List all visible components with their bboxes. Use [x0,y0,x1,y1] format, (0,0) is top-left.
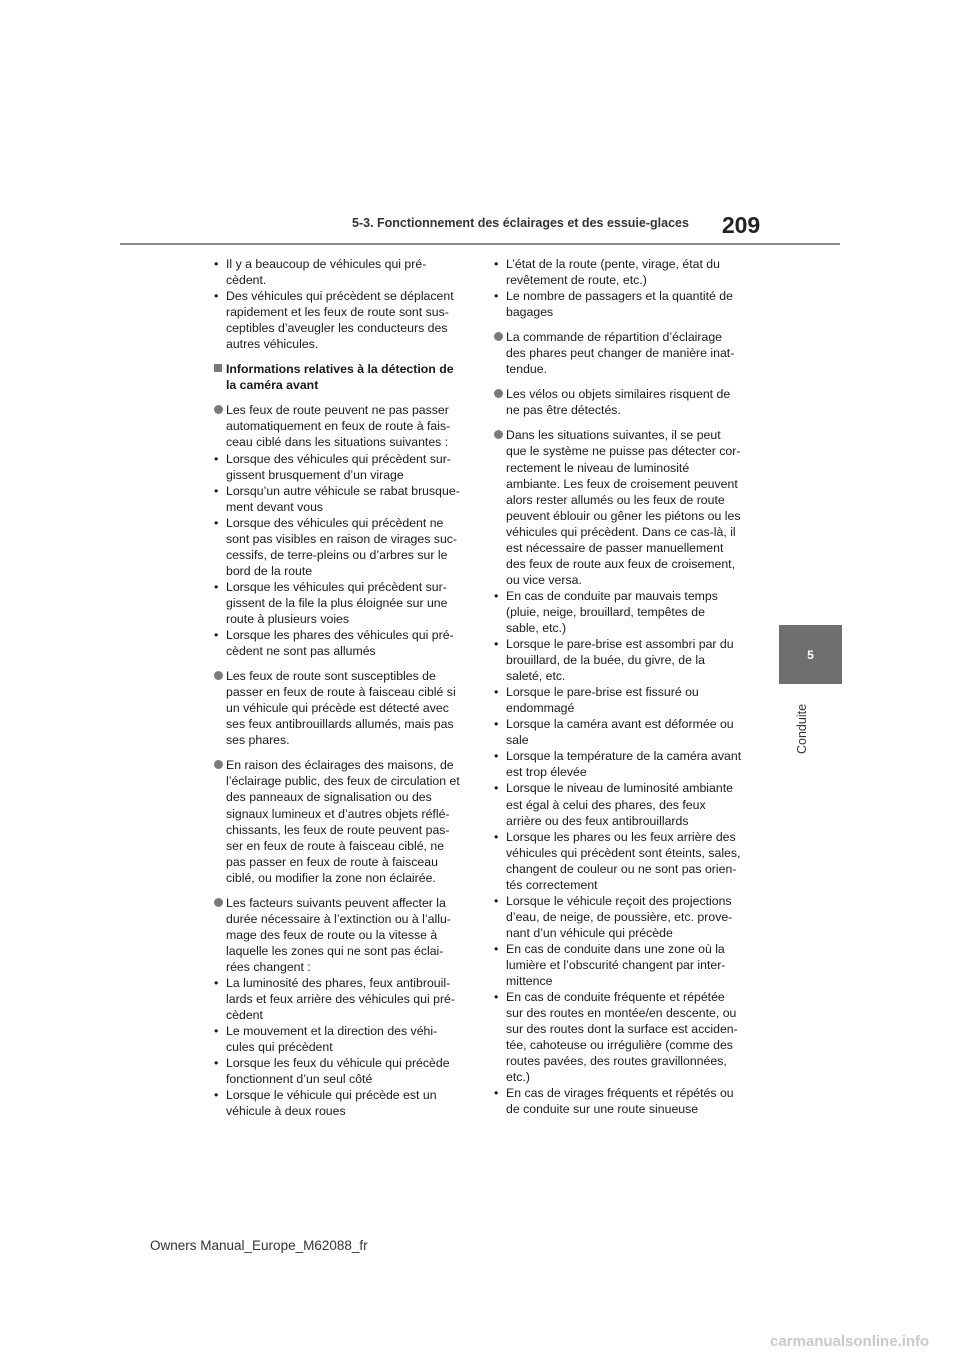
bullet-text: Lorsque la caméra avant est déformée ou sale [506,717,734,748]
circle-bullet-icon [214,898,223,907]
page-number: 209 [721,212,761,238]
bullet-dot-icon: • [494,990,499,1005]
left-items [214,402,466,1119]
circle-bullet-item [494,386,746,418]
bullet-dot-icon: • [214,289,219,304]
bullet-text: Lorsque des véhicules qui précèdent sur- gissent brusquement d’un virage [226,451,451,482]
bullet-text: Lorsque les véhicules qui précèdent sur- gissent de la file la plus éloignée sur une route à plusieurs voies [226,579,448,626]
bullet-text: Lorsque la température de la caméra avant est trop élevée [506,749,742,780]
circle-bullet-text: Les feux de route sont susceptibles de passer en feux de route à faisceau ciblé si un véhicule qui précède est détecté avec ses feux antibrouillards allumés, mais pas ses phares. [226,669,456,748]
bullet-item [494,288,746,320]
bullet-dot-icon: • [214,483,219,498]
bullet-dot-icon: • [214,1056,219,1071]
circle-bullet-item [214,668,466,748]
section-heading-text: Informations relatives à la détection de la caméra avant [226,362,454,393]
bullet-text: Lorsque le pare-brise est assombri par du brouillard, de la buée, du givre, de la saleté, etc. [506,637,734,684]
bullet-dot-icon: • [494,257,499,271]
circle-bullet-item [214,895,466,975]
circle-bullet-text: Les feux de route peuvent ne pas passer automatiquement en feux de route à fais- ceau ciblé dans les situations suivantes : [226,403,451,450]
chapter-label: Conduite [795,703,809,755]
bullet-dot-icon: • [494,893,499,908]
bullet-item [494,989,746,1085]
left-column [214,256,466,1119]
bullet-text: Lorsqu’un autre véhicule se rabat brusque- ment devant vous [226,483,460,514]
bullet-text: Des véhicules qui précèdent se déplacent rapidement et les feux de route sont sus- ceptibles d’aveugler les conducteurs des autres véhicules. [226,289,454,352]
bullet-item [494,256,746,288]
bullet-item [494,893,746,941]
bullet-text: Il y a beaucoup de véhicules qui pré- cèdent. [226,257,427,288]
bullet-item [214,483,466,515]
circle-bullet-item [214,402,466,450]
bullet-dot-icon: • [494,588,499,603]
bullet-text: L’état de la route (pente, virage, état du revêtement de route, etc.) [506,257,720,288]
bullet-text: Lorsque les phares ou les feux arrière des véhicules qui précèdent sont éteints, sales, changent de couleur ou ne sont pas orien- tés correctement [506,829,741,892]
bullet-item [494,588,746,636]
right-items [494,329,746,1117]
bullet-text: Le mouvement et la direction des véhi- cules qui précèdent [226,1024,438,1055]
bullet-item [494,716,746,748]
bullet-dot-icon: • [214,515,219,530]
bullet-item [494,636,746,684]
bullet-item [214,975,466,1023]
circle-bullet-icon [214,760,223,769]
bullet-dot-icon: • [214,579,219,594]
bullet-text: Le nombre de passagers et la quantité de bagages [506,289,733,320]
bullet-dot-icon: • [494,685,499,700]
bullet-item [214,515,466,579]
bullet-item [214,1055,466,1087]
bullet-item [494,748,746,780]
circle-bullet-text: Les facteurs suivants peuvent affecter la durée nécessaire à l’extinction ou à l’allu- mage des feux de route ou la vitesse à laquelle les zones qui ne sont pas éclai- rées changent : [226,895,451,974]
circle-bullet-text: Les vélos ou objets similaires risquent de ne pas être détectés. [506,387,731,418]
bullet-text: Lorsque le véhicule reçoit des projections d’eau, de neige, de poussière, etc. prove- nant d’un véhicule qui précède [506,893,733,940]
right-column [494,256,746,1117]
circle-bullet-icon [214,405,223,414]
circle-bullet-item [494,329,746,377]
bullet-text: Lorsque les phares des véhicules qui pré- cèdent ne sont pas allumés [226,628,454,659]
bullet-text: Lorsque le niveau de luminosité ambiante est égal à celui des phares, des feux arrière ou des feux antibrouillards [506,781,733,828]
bullet-dot-icon: • [214,257,219,271]
bullet-dot-icon: • [214,628,219,643]
bullet-text: Lorsque le pare-brise est fissuré ou endommagé [506,685,699,716]
bullet-item [494,941,746,989]
bullet-dot-icon: • [214,1024,219,1039]
bullet-dot-icon: • [214,975,219,990]
bullet-dot-icon: • [494,749,499,764]
bullet-text: Lorsque le véhicule qui précède est un véhicule à deux roues [226,1088,437,1119]
bullet-text: En cas de conduite fréquente et répétée sur des routes en montée/en descente, ou sur des routes dont la surface est acciden- tée, cahoteuse ou irrégulière (comme des routes pavées, des routes gravillonnées, etc.) [506,990,738,1085]
bullet-dot-icon: • [494,1086,499,1101]
bullet-dot-icon: • [494,637,499,652]
bullet-dot-icon: • [494,829,499,844]
bullet-dot-icon: • [494,289,499,304]
circle-bullet-icon [494,430,503,439]
bullet-item [214,1087,466,1119]
left-intro-bullets [214,256,466,352]
bullet-dot-icon: • [214,1088,219,1103]
bullet-item [214,579,466,627]
watermark: carmanualsonline.info [770,1333,930,1350]
circle-bullet-icon [494,389,503,398]
section-title: 5-3. Fonctionnement des éclairages et des essuie-glaces [352,216,689,230]
footer-text: Owners Manual_Europe_M62088_fr [150,1238,368,1253]
bullet-text: Lorsque les feux du véhicule qui précède fonctionnent d’un seul côté [226,1056,450,1087]
bullet-dot-icon: • [494,717,499,732]
bullet-item [494,1085,746,1117]
circle-bullet-item [214,757,466,885]
circle-bullet-icon [494,332,503,341]
right-intro-bullets [494,256,746,320]
bullet-dot-icon: • [494,941,499,956]
bullet-item [494,684,746,716]
section-heading [214,361,466,393]
bullet-item [214,288,466,352]
circle-bullet-text: La commande de répartition d’éclairage des phares peut changer de manière inat- tendue. [506,330,735,377]
circle-bullet-text: Dans les situations suivantes, il se peut que le système ne puisse pas détecter cor- rectement le niveau de luminosité ambiante. Les feux de croisement peuvent alors rester allumés ou les feux de route peuvent éblouir ou gêner les piétons ou les véhicules qui précèdent. Dans ce cas-là, il est nécessaire de passer manuellement des feux de route aux feux de croisement, ou vice versa. [506,428,741,587]
bullet-text: En cas de conduite dans une zone où la lumière et l’obscurité changent par inter- mittence [506,941,726,989]
bullet-item [214,256,466,288]
bullet-item [214,627,466,659]
bullet-text: La luminosité des phares, feux antibrouil- lards et feux arrière des véhicules qui pré- cèdent [226,975,455,1023]
bullet-item [214,451,466,483]
bullet-text: En cas de virages fréquents et répétés ou de conduite sur une route sinueuse [506,1086,734,1117]
circle-bullet-text: En raison des éclairages des maisons, de l’éclairage public, des feux de circulation et des panneaux de signalisation ou des signaux lumineux et d’autres objets réflé- chissants, les feux de route peuvent pas- ser en feux de route à faisceau ciblé, ne pas passer en feux de route à faisceau ciblé, ou modifier la zone non éclairée. [226,758,460,885]
bullet-item [214,1023,466,1055]
circle-bullet-item [494,427,746,587]
circle-bullet-icon [214,671,223,680]
header-rule [120,243,840,245]
square-bullet-icon [214,364,222,372]
bullet-item [494,780,746,828]
bullet-dot-icon: • [214,451,219,466]
bullet-text: En cas de conduite par mauvais temps (pluie, neige, brouillard, tempêtes de sable, etc.) [506,588,718,635]
chapter-tab: 5 [779,625,842,684]
bullet-dot-icon: • [494,781,499,796]
bullet-item [494,829,746,893]
bullet-text: Lorsque des véhicules qui précèdent ne sont pas visibles en raison de virages suc- cessifs, de terre-pleins ou d’arbres sur le bord de la route [226,515,458,578]
